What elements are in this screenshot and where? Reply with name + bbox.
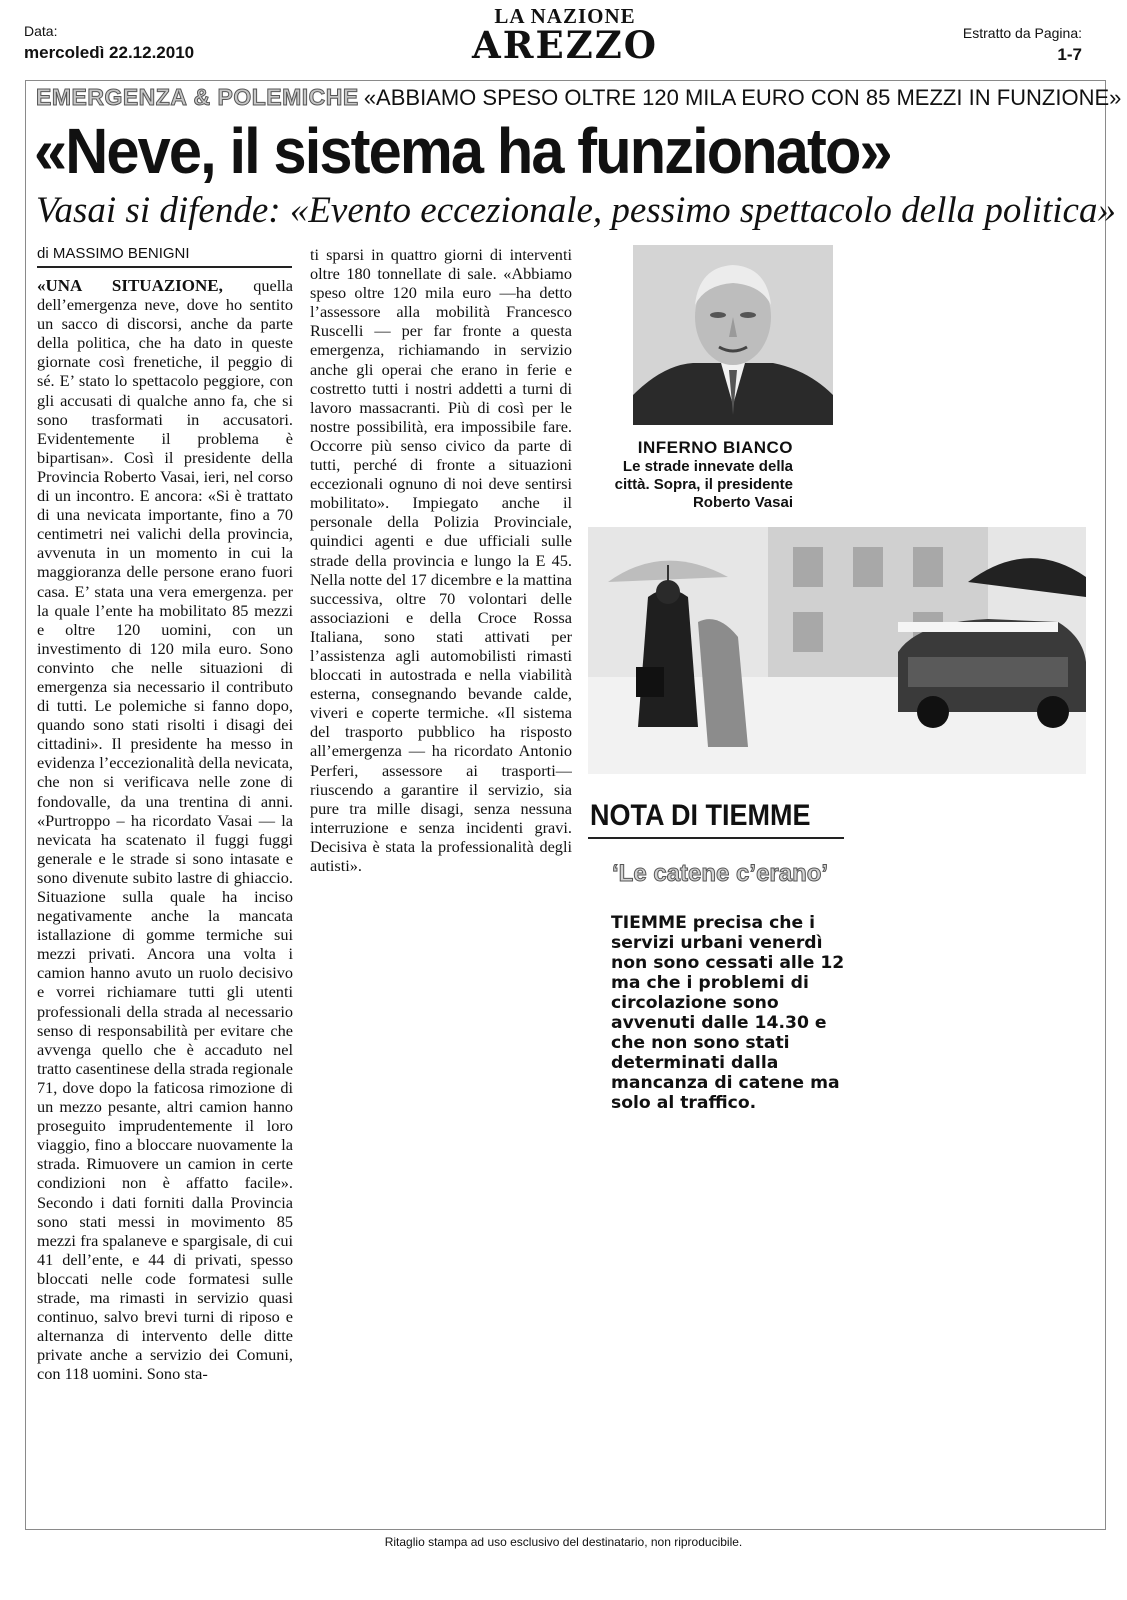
page-value: 1-7 xyxy=(1057,45,1082,64)
masthead-newspaper: LA NAZIONE xyxy=(494,4,636,28)
sidebar-rule xyxy=(588,837,844,839)
sidebar-title: NOTA DI TIEMME xyxy=(590,799,811,832)
column-1-text: quella dell’emergenza neve, dove ho sentito un sacco di discorsi, anche da parte della politica, che ha dato in queste giornate così frenetiche, il peggio di sé. E’ stato lo spettacolo peggiore, con gli accusati di qualche anno fa, che si sono trasformati in accusatori. Evidentemente il problema è bipartisan». Così il presidente della Provincia Roberto Vasai, ieri, nel corso di un incontro. E ancora: «Si è trattato di una nevicata importante, fino a 70 centimetri nei valichi della provincia, avvenuta in un momento in cui la maggioranza delle persone erano fuori casa. E’ stata una vera emergenza. per la quale l’ente ha mobilitato 85 mezzi e oltre 120 uomini, con un investimento di 120 mila euro. Sono convinto che nelle situazioni di emergenza sia necessario il contributo di tutti. Le polemiche si fanno dopo, quando sono stati risolti i disagi dei cittadini». Il presidente ha messo in evidenza l’eccezionalità della nevicata, che non si verificava nelle zone di fondovalle, da una trentina di anni. «Purtroppo – ha ricordato Vasai — la nevicata ha scatenato il fuggi fuggi generale e le strade si sono intasate e sono divenute subito lastre di ghiaccio. Situazione sulla quale ha inciso negativamente anche la mancata istallazione di gomme termiche sui mezzi privati. Ancora una volta i camion hanno avuto un ruolo decisivo e vorrei richiamare tutti gli utenti professionali della strada al necessario senso di responsabilità per evitare che avvenga quello che è accaduto nel tratto casentinese della strada regionale 71, dove dopo la faticosa rimozione di un mezzo pesante, altri camion hanno proseguito imprudentemente il loro viaggio, fino a bloccare nuovamente la strada. Rimuovere un camion in certe condizioni non è affatto facile». Secondo i dati forniti dalla Provincia sono stati messi in movimento 85 mezzi fra spalaneve e spargisale, di cui 41 dell’ente, e 44 di privati, spesso bloccati nelle code formatesi sulle strade, ma rimasti in servizio quasi continuo, salvo brevi turni di riposo e alternanza di intervento delle ditte private anche a servizio dei Comuni, con 118 uomini. Sono sta- xyxy=(37,276,293,1384)
caption-line-2: città. Sopra, il presidente xyxy=(614,476,793,493)
byline: di MASSIMO BENIGNI xyxy=(37,245,190,262)
portrait-image xyxy=(633,245,833,425)
snow-scene-image xyxy=(588,527,1086,774)
sidebar-body: TIEMME precisa che i servizi urbani venerdì non sono cessati alle 12 ma che i problemi di circolazione sono avvenuti dalle 14.30 e che non sono stati determinati dalla mancanza di catene ma solo al traffico. xyxy=(611,913,845,1113)
kicker-quote: «ABBIAMO SPESO OLTRE 120 MILA EURO CON 85 MEZZI IN FUNZIONE» xyxy=(363,85,1122,110)
headline: «Neve, il sistema ha funzionato» xyxy=(34,115,891,187)
sidebar-subtitle: ‘Le catene c’erano’ xyxy=(612,860,829,887)
caption-line-3: Roberto Vasai xyxy=(692,494,793,511)
snow-street-photo xyxy=(588,527,1086,774)
caption-title: INFERNO BIANCO xyxy=(637,438,793,457)
article-column-1 xyxy=(37,276,293,1442)
page-label: Estratto da Pagina: xyxy=(962,25,1082,41)
portrait-photo xyxy=(633,245,833,425)
photo-caption xyxy=(600,438,793,512)
lead-in: «UNA SITUAZIONE, xyxy=(37,276,223,295)
column-2-text: ti sparsi in quattro giorni di interventi oltre 180 tonnellate di sale. «Abbiamo speso oltre 120 mila euro —ha detto l’assessore alla mobilità Francesco Ruscelli — per far fronte a questa emergenza, richiamando in servizio anche gli operai che erano in ferie e costretto tutti i nostri addetti a turni di lavoro massacranti. Più di così per le nostre possibilità, era impossibile fare. Occorre più senso civico da parte di tutti, perché di fronte a situazioni eccezionali ognuno di noi deve sentirsi mobilitato». Impiegato anche il personale della Polizia Provinciale, quindici agenti e due ufficiali sulle strade della provincia e lungo la E 45. Nella notte del 17 dicembre e la mattina successiva, oltre 70 volontari delle associazioni e della Croce Rossa Italiana, sono stati attivati per l’assistenza agli automobilisti rimasti bloccati in autostrada e nella viabilità esterna, consegnando bevande calde, viveri e coperte termiche. «Il sistema del trasporto pubblico ha risposto all’emergenza — ha ricordato Antonio Perferi, assessore ai trasporti— riuscendo a garantire il servizio, sia pure tra mille disagi, senza nessuna interruzione e senza incidenti gravi. Decisiva è stata la professionalità degli autisti». xyxy=(310,245,572,875)
masthead-city: AREZZO xyxy=(472,23,658,67)
byline-rule xyxy=(37,266,292,268)
section-kicker: EMERGENZA & POLEMICHE xyxy=(36,84,359,110)
footer-disclaimer: Ritaglio stampa ad uso esclusivo del destinatario, non riproducibile. xyxy=(384,1535,743,1549)
date-label: Data: xyxy=(24,23,58,39)
kicker-row xyxy=(36,84,1121,111)
article-column-2 xyxy=(310,245,572,875)
date-value: mercoledì 22.12.2010 xyxy=(24,43,195,62)
subheadline: Vasai si difende: «Evento eccezionale, pessimo spettacolo della politica» xyxy=(36,190,1116,231)
caption-line-1: Le strade innevate della xyxy=(622,458,793,475)
